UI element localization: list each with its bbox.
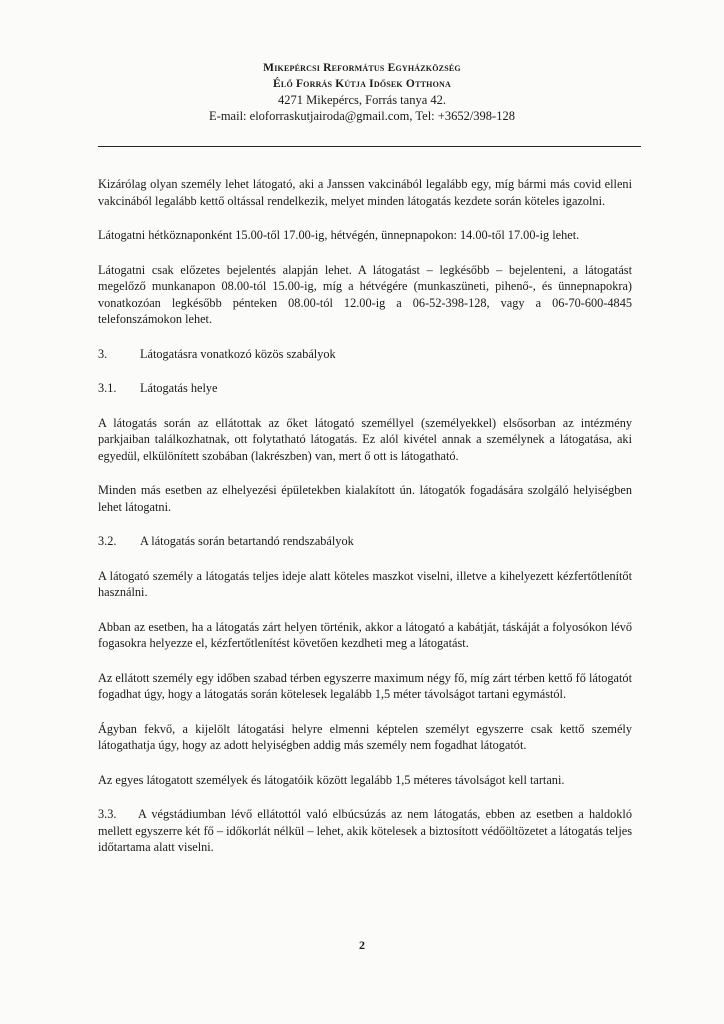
contact-line: E-mail: eloforraskutjairoda@gmail.com, Tel: +3652/398-128 (209, 109, 515, 123)
paragraph: Látogatni hétköznaponként 15.00-től 17.00-ig, hétvégén, ünnepnapokon: 14.00-től 17.00-ig lehet. (98, 228, 580, 242)
section-title: Látogatás helye (140, 381, 218, 395)
paragraph: Látogatni csak előzetes bejelentés alapján lehet. A látogatást – legkésőbb – bejelenteni, a látogatást megelőző munkanapon 08.00-tól 15.00-ig, míg a hétvégére (munkaszüneti, pihenő-, és ünnepnapokra) vonatkozóan legkésőbb pénteken 08.00-tól 12.00-ig a 06-52-398-128, vagy a 06-70-600-4845 telefonszámokon lehet. (98, 262, 632, 326)
section-number: 3.3. (98, 807, 117, 821)
section-title: Látogatásra vonatkozó közös szabályok (140, 346, 336, 361)
section-number: 3.2. (98, 534, 117, 548)
paragraph: Az egyes látogatott személyek és látogatóik között legalább 1,5 méteres távolságot kell tartani. (98, 772, 565, 787)
page-number: 2 (359, 938, 365, 952)
section-heading (98, 346, 632, 363)
address: 4271 Mikepércs, Forrás tanya 42. (277, 93, 447, 107)
section-number: 3.1. (98, 381, 117, 395)
section-title: A látogatás során betartandó rendszabályok (140, 534, 354, 548)
numbered-paragraph (98, 806, 632, 856)
letterhead (0, 60, 724, 124)
org-name: Mikepércsi Református Egyházközség (263, 62, 461, 74)
paragraph: Az ellátott személy egy időben szabad térben egyszerre maximum négy fő, míg zárt térben kettő fő látogatót fogadhat úgy, hogy a látogatás során kötelesek legalább 1,5 méter távolságot tartani egymástól. (98, 670, 632, 701)
institution-name: Élő Forrás Kútja Idősek Otthona (273, 78, 451, 90)
paragraph: Kizárólag olyan személy lehet látogató, aki a Janssen vakcinából legalább egy, míg bármi más covid elleni vakcinából legalább kettő oltással rendelkezik, melyet minden látogatás kezdete során köteles igazolni. (98, 177, 632, 208)
subsection-heading (98, 380, 632, 397)
paragraph: A látogató személy a látogatás teljes ideje alatt köteles maszkot viselni, illetve a kihelyezett kézfertőtlenítőt használni. (98, 568, 632, 599)
paragraph: Abban az esetben, ha a látogatás zárt helyen történik, akkor a látogató a kabátját, táskáját a folyosókon lévő fogasokra helyezze el, kézfertőtlenítést követően kezdheti meg a látogatást. (98, 619, 632, 650)
paragraph: Minden más esetben az elhelyezési épületekben kialakított ún. látogatók fogadására szolgáló helyiségben lehet látogatni. (98, 483, 632, 514)
subsection-heading (98, 533, 632, 550)
section-number: 3. (98, 346, 108, 361)
paragraph: Ágyban fekvő, a kijelölt látogatási helyre elmenni képtelen személyt egyszerre csak kettő személy látogathatja úgy, hogy az adott helyiségben addig más személy nem fogadhat látogatót. (98, 721, 632, 752)
paragraph-text: A végstádiumban lévő ellátottól való elbúcsúzás az nem látogatás, ebben az esetben a haldokló mellett egyszerre két fő – időkorlát nélkül – lehet, akik kötelesek a biztosított védőöltözetet a látogatás teljes időtartama alatt viselni. (98, 807, 632, 854)
document-body (98, 176, 632, 874)
paragraph: A látogatás során az ellátottak az őket látogató személlyel (személyekkel) elsősorban az intézmény parkjaiban találkozhatnak, ott folytatható látogatás. Ez alól kivétel annak a személynek a látogatása, aki egyedül, elkülönített szobában (lakrészben) van, mert ő ott is látogatható. (98, 415, 632, 463)
header-divider (98, 146, 641, 147)
